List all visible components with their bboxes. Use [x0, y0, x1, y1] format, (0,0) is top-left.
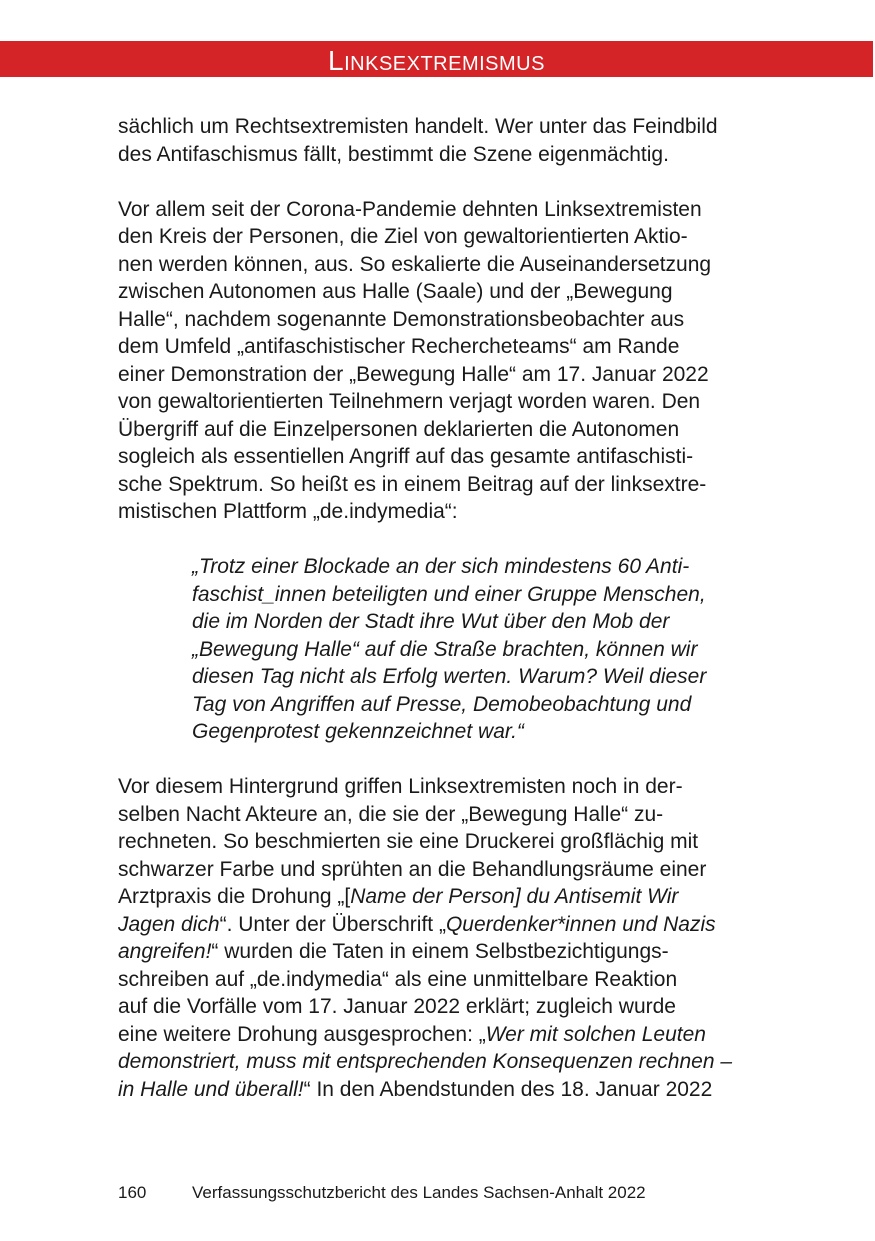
publication-title: Verfassungsschutzbericht des Landes Sachsen-Anhalt 2022: [192, 1183, 646, 1202]
quote-line: Tag von Angriffen auf Presse, Demobeobachtung und: [192, 692, 692, 716]
text-line: von gewaltorientierten Teilnehmern verjagt worden waren. Den: [118, 390, 701, 413]
text-line: Vor diesem Hintergrund griffen Linksextremisten noch in der-: [118, 775, 683, 798]
text-segment: “ wurden die Taten in einem Selbstbezichtigungs-: [211, 940, 669, 963]
text-line: dem Umfeld „antifaschistischer Rechercheteams“ am Rande: [118, 335, 680, 358]
text-line: selben Nacht Akteure an, die sie der „Bewegung Halle“ zu-: [118, 802, 664, 826]
text-line: Vor allem seit der Corona-Pandemie dehnten Linksextremisten: [118, 197, 702, 221]
italic-segment: Jagen dich: [118, 912, 220, 936]
block-quote: [192, 553, 752, 746]
quote-line: faschist_innen beteiligten und einer Gruppe Menschen,: [192, 582, 706, 606]
italic-segment: in Halle und überall!: [118, 1077, 304, 1101]
quote-line: die im Norden der Stadt ihre Wut über den Mob der: [192, 610, 670, 633]
text-segment: Arztpraxis die Drohung „[: [118, 885, 351, 908]
paragraph-3: [118, 773, 768, 1103]
text-line: einer Demonstration der „Bewegung Halle“ am 17. Januar 2022: [118, 362, 709, 386]
paragraph-1: [118, 113, 768, 168]
text-line: sogleich als essentiellen Angriff auf das gesamte antifaschisti-: [118, 445, 694, 468]
quote-line: diesen Tag nicht als Erfolg werten. Warum? Weil dieser: [192, 665, 707, 688]
text-line: nen werden können, aus. So eskalierte die Auseinandersetzung: [118, 252, 712, 276]
main-text: [118, 113, 768, 1103]
text-line: rechneten. So beschmierten sie eine Druckerei großflächig mit: [118, 830, 699, 853]
text-line: sächlich um Rechtsextremisten handelt. Wer unter das Feindbild: [118, 115, 718, 138]
text-line: auf die Vorfälle vom 17. Januar 2022 erklärt; zugleich wurde: [118, 995, 676, 1018]
text-line: den Kreis der Personen, die Ziel von gewaltorientierten Aktio-: [118, 225, 688, 248]
paragraph-2: [118, 196, 768, 526]
italic-segment: Wer mit solchen Leuten: [485, 1022, 706, 1046]
text-line: schwarzer Farbe und sprühten an die Behandlungsräume einer: [118, 857, 707, 881]
text-line: des Antifaschismus fällt, bestimmt die Szene eigenmächtig.: [118, 142, 669, 166]
text-segment: “ In den Abendstunden des 18. Januar 2022: [303, 1077, 713, 1101]
quote-line: Gegenprotest gekennzeichnet war.“: [192, 720, 524, 743]
text-line: sche Spektrum. So heißt es in einem Beitrag auf der linksextre-: [118, 472, 707, 496]
page-number: 160: [118, 1183, 147, 1202]
text-segment: “. Unter der Überschrift „: [219, 912, 446, 936]
text-line: zwischen Autonomen aus Halle (Saale) und der „Bewegung: [118, 280, 673, 303]
quote-line: „Bewegung Halle“ auf die Straße brachten, können wir: [192, 637, 698, 661]
text-line: mistischen Plattform „de.indymedia“:: [118, 500, 458, 523]
italic-segment: Name der Person] du Antisemit Wir: [350, 885, 679, 908]
page-footer: [118, 1181, 646, 1205]
italic-segment: Querdenker*innen und Nazis: [445, 912, 716, 936]
text-line: Übergriff auf die Einzelpersonen deklarierten die Autonomen: [118, 417, 680, 441]
section-header-bar: [0, 41, 873, 77]
text-line: Halle“, nachdem sogenannte Demonstrationsbeobachter aus: [118, 307, 685, 331]
text-line: schreiben auf „de.indymedia“ als eine unmittelbare Reaktion: [118, 967, 678, 991]
quote-line: „Trotz einer Blockade an der sich mindestens 60 Anti-: [192, 555, 690, 578]
italic-segment: angreifen!: [118, 940, 212, 963]
italic-segment: demonstriert, muss mit entsprechenden Konsequenzen rechnen –: [118, 1050, 733, 1073]
text-segment: eine weitere Drohung ausgesprochen: „: [118, 1022, 486, 1046]
section-title: Linksextremismus: [328, 45, 545, 76]
